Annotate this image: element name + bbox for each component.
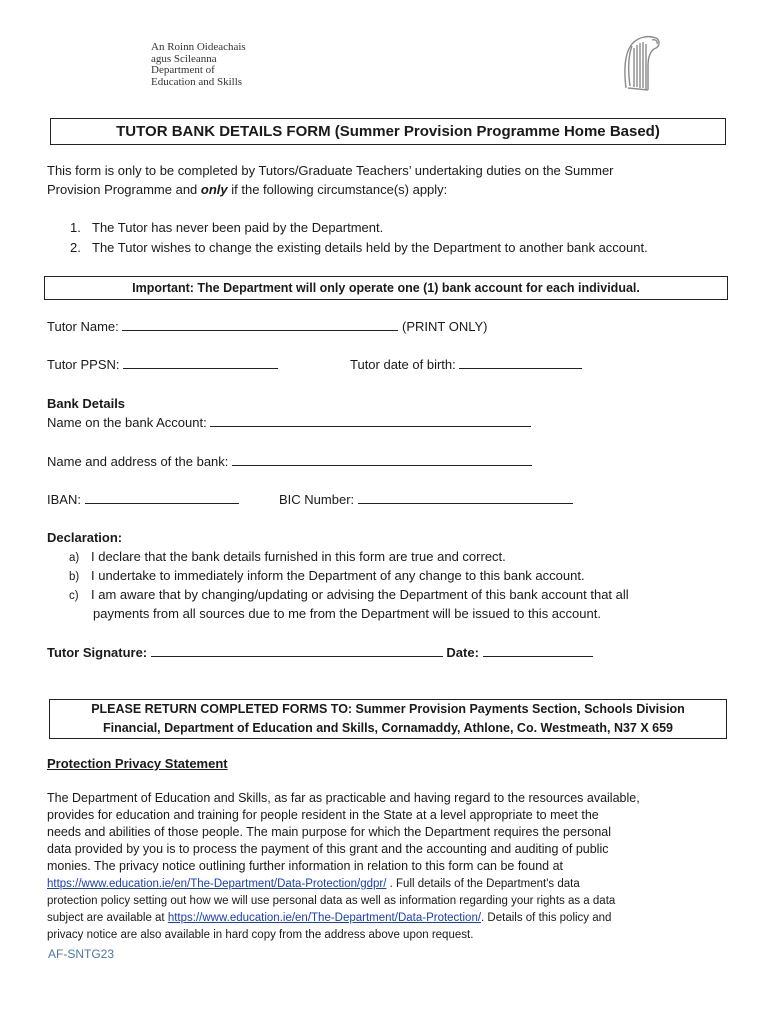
account-name-row (47, 413, 531, 432)
privacy-line: data provided by you is to process the payment of this grant and the accounting and auditing of public (47, 842, 609, 856)
declaration-continuation: payments from all sources due to me from the Department will be issued to this account. (93, 606, 601, 621)
privacy-text: subject are available at (47, 912, 168, 924)
condition-number: 1. (70, 220, 81, 235)
bic-row (279, 490, 573, 509)
declaration-text: I declare that the bank details furnished in this form are true and correct. (91, 549, 506, 564)
account-name-label: Name on the bank Account: (47, 415, 207, 430)
print-only-note: (PRINT ONLY) (402, 319, 488, 334)
tutor-dob-field[interactable] (459, 355, 582, 369)
tutor-ppsn-label: Tutor PPSN: (47, 357, 120, 372)
return-line-1: PLEASE RETURN COMPLETED FORMS TO: Summer Provision Payments Section, Schools Division (91, 702, 685, 716)
bank-address-field[interactable] (232, 452, 532, 466)
privacy-line: protection policy setting out how we will use personal data as well as information regarding your rights as a data (47, 895, 616, 907)
logo-line: Department of (151, 64, 215, 76)
bic-label: BIC Number: (279, 492, 355, 507)
privacy-line (47, 876, 580, 893)
bank-address-row (47, 452, 532, 471)
declaration-item (69, 566, 585, 587)
declaration-letter: c) (69, 590, 79, 602)
department-logo-text (151, 42, 246, 88)
logo-line: agus Scileanna (151, 52, 217, 65)
bank-address-label: Name and address of the bank: (47, 454, 229, 469)
privacy-heading: Protection Privacy Statement (47, 756, 228, 771)
bic-field[interactable] (358, 490, 573, 504)
account-name-field[interactable] (210, 413, 531, 427)
declaration-letter: a) (69, 552, 80, 564)
intro-line-2 (47, 180, 447, 199)
emphasis-only: only (200, 182, 228, 197)
intro-line-1: This form is only to be completed by Tutors/Graduate Teachers’ undertaking duties on the Summer (47, 163, 614, 178)
declaration-text: I undertake to immediately inform the Department of any change to this bank account. (91, 568, 585, 583)
privacy-line (47, 910, 611, 927)
signature-label: Tutor Signature: (47, 645, 148, 660)
logo-line: An Roinn Oideachais (151, 41, 246, 53)
declaration-text: I am aware that by changing/updating or advising the Department of this bank account that all (91, 587, 629, 602)
declaration-item (69, 547, 506, 568)
privacy-line: The Department of Education and Skills, as far as practicable and having regard to the resources available, (47, 791, 640, 805)
privacy-text: . Details of this policy and (481, 912, 612, 924)
intro-text: Provision Programme and (47, 182, 201, 197)
privacy-line: privacy notice are also available in hard copy from the address above upon request. (47, 929, 474, 941)
iban-field[interactable] (85, 490, 239, 504)
return-address-box (49, 699, 727, 739)
logo-line: Education and Skills (151, 75, 243, 88)
condition-number: 2. (70, 240, 81, 255)
harp-emblem-icon (618, 32, 666, 94)
date-label: Date: (446, 645, 479, 660)
tutor-dob-label: Tutor date of birth: (350, 357, 456, 372)
signature-field[interactable] (151, 643, 443, 657)
condition-item (70, 218, 383, 237)
tutor-dob-row (350, 355, 582, 374)
declaration-heading: Declaration: (47, 530, 123, 545)
important-notice: Important: The Department will only operate one (1) bank account for each individual. (44, 276, 728, 300)
declaration-letter: b) (69, 571, 80, 583)
tutor-ppsn-row (47, 355, 278, 374)
privacy-line: needs and abilities of those people. The main purpose for which the Department requires the personal (47, 825, 612, 839)
declaration-item (69, 585, 629, 606)
bank-details-heading: Bank Details (47, 396, 126, 411)
form-title: TUTOR BANK DETAILS FORM (Summer Provision Programme Home Based) (50, 118, 726, 145)
iban-label: IBAN: (47, 492, 81, 507)
privacy-line: provides for education and training for people resident in the State at a level appropriate to meet the (47, 808, 599, 822)
tutor-name-field[interactable] (122, 317, 398, 331)
condition-text: The Tutor wishes to change the existing details held by the Department to another bank account. (92, 240, 648, 255)
tutor-ppsn-field[interactable] (123, 355, 278, 369)
signature-row (47, 643, 593, 662)
condition-item (70, 238, 648, 257)
tutor-name-row (47, 317, 488, 336)
form-code: AF-SNTG23 (48, 947, 115, 961)
gdpr-link[interactable]: https://www.education.ie/en/The-Department/Data-Protection/gdpr/ (47, 878, 387, 890)
return-line-2: Financial, Department of Education and Skills, Cornamaddy, Athlone, Co. Westmeath, N37 X 659 (102, 721, 674, 735)
data-protection-link[interactable]: https://www.education.ie/en/The-Department/Data-Protection/ (167, 912, 482, 924)
iban-row (47, 490, 239, 509)
condition-text: The Tutor has never been paid by the Department. (92, 220, 384, 235)
intro-text: if the following circumstance(s) apply: (227, 182, 448, 197)
date-field[interactable] (483, 643, 593, 657)
tutor-name-label: Tutor Name: (47, 319, 119, 334)
privacy-line: monies. The privacy notice outlining further information in relation to this form can be found at (47, 859, 564, 873)
privacy-text: . Full details of the Department's data (386, 878, 580, 890)
